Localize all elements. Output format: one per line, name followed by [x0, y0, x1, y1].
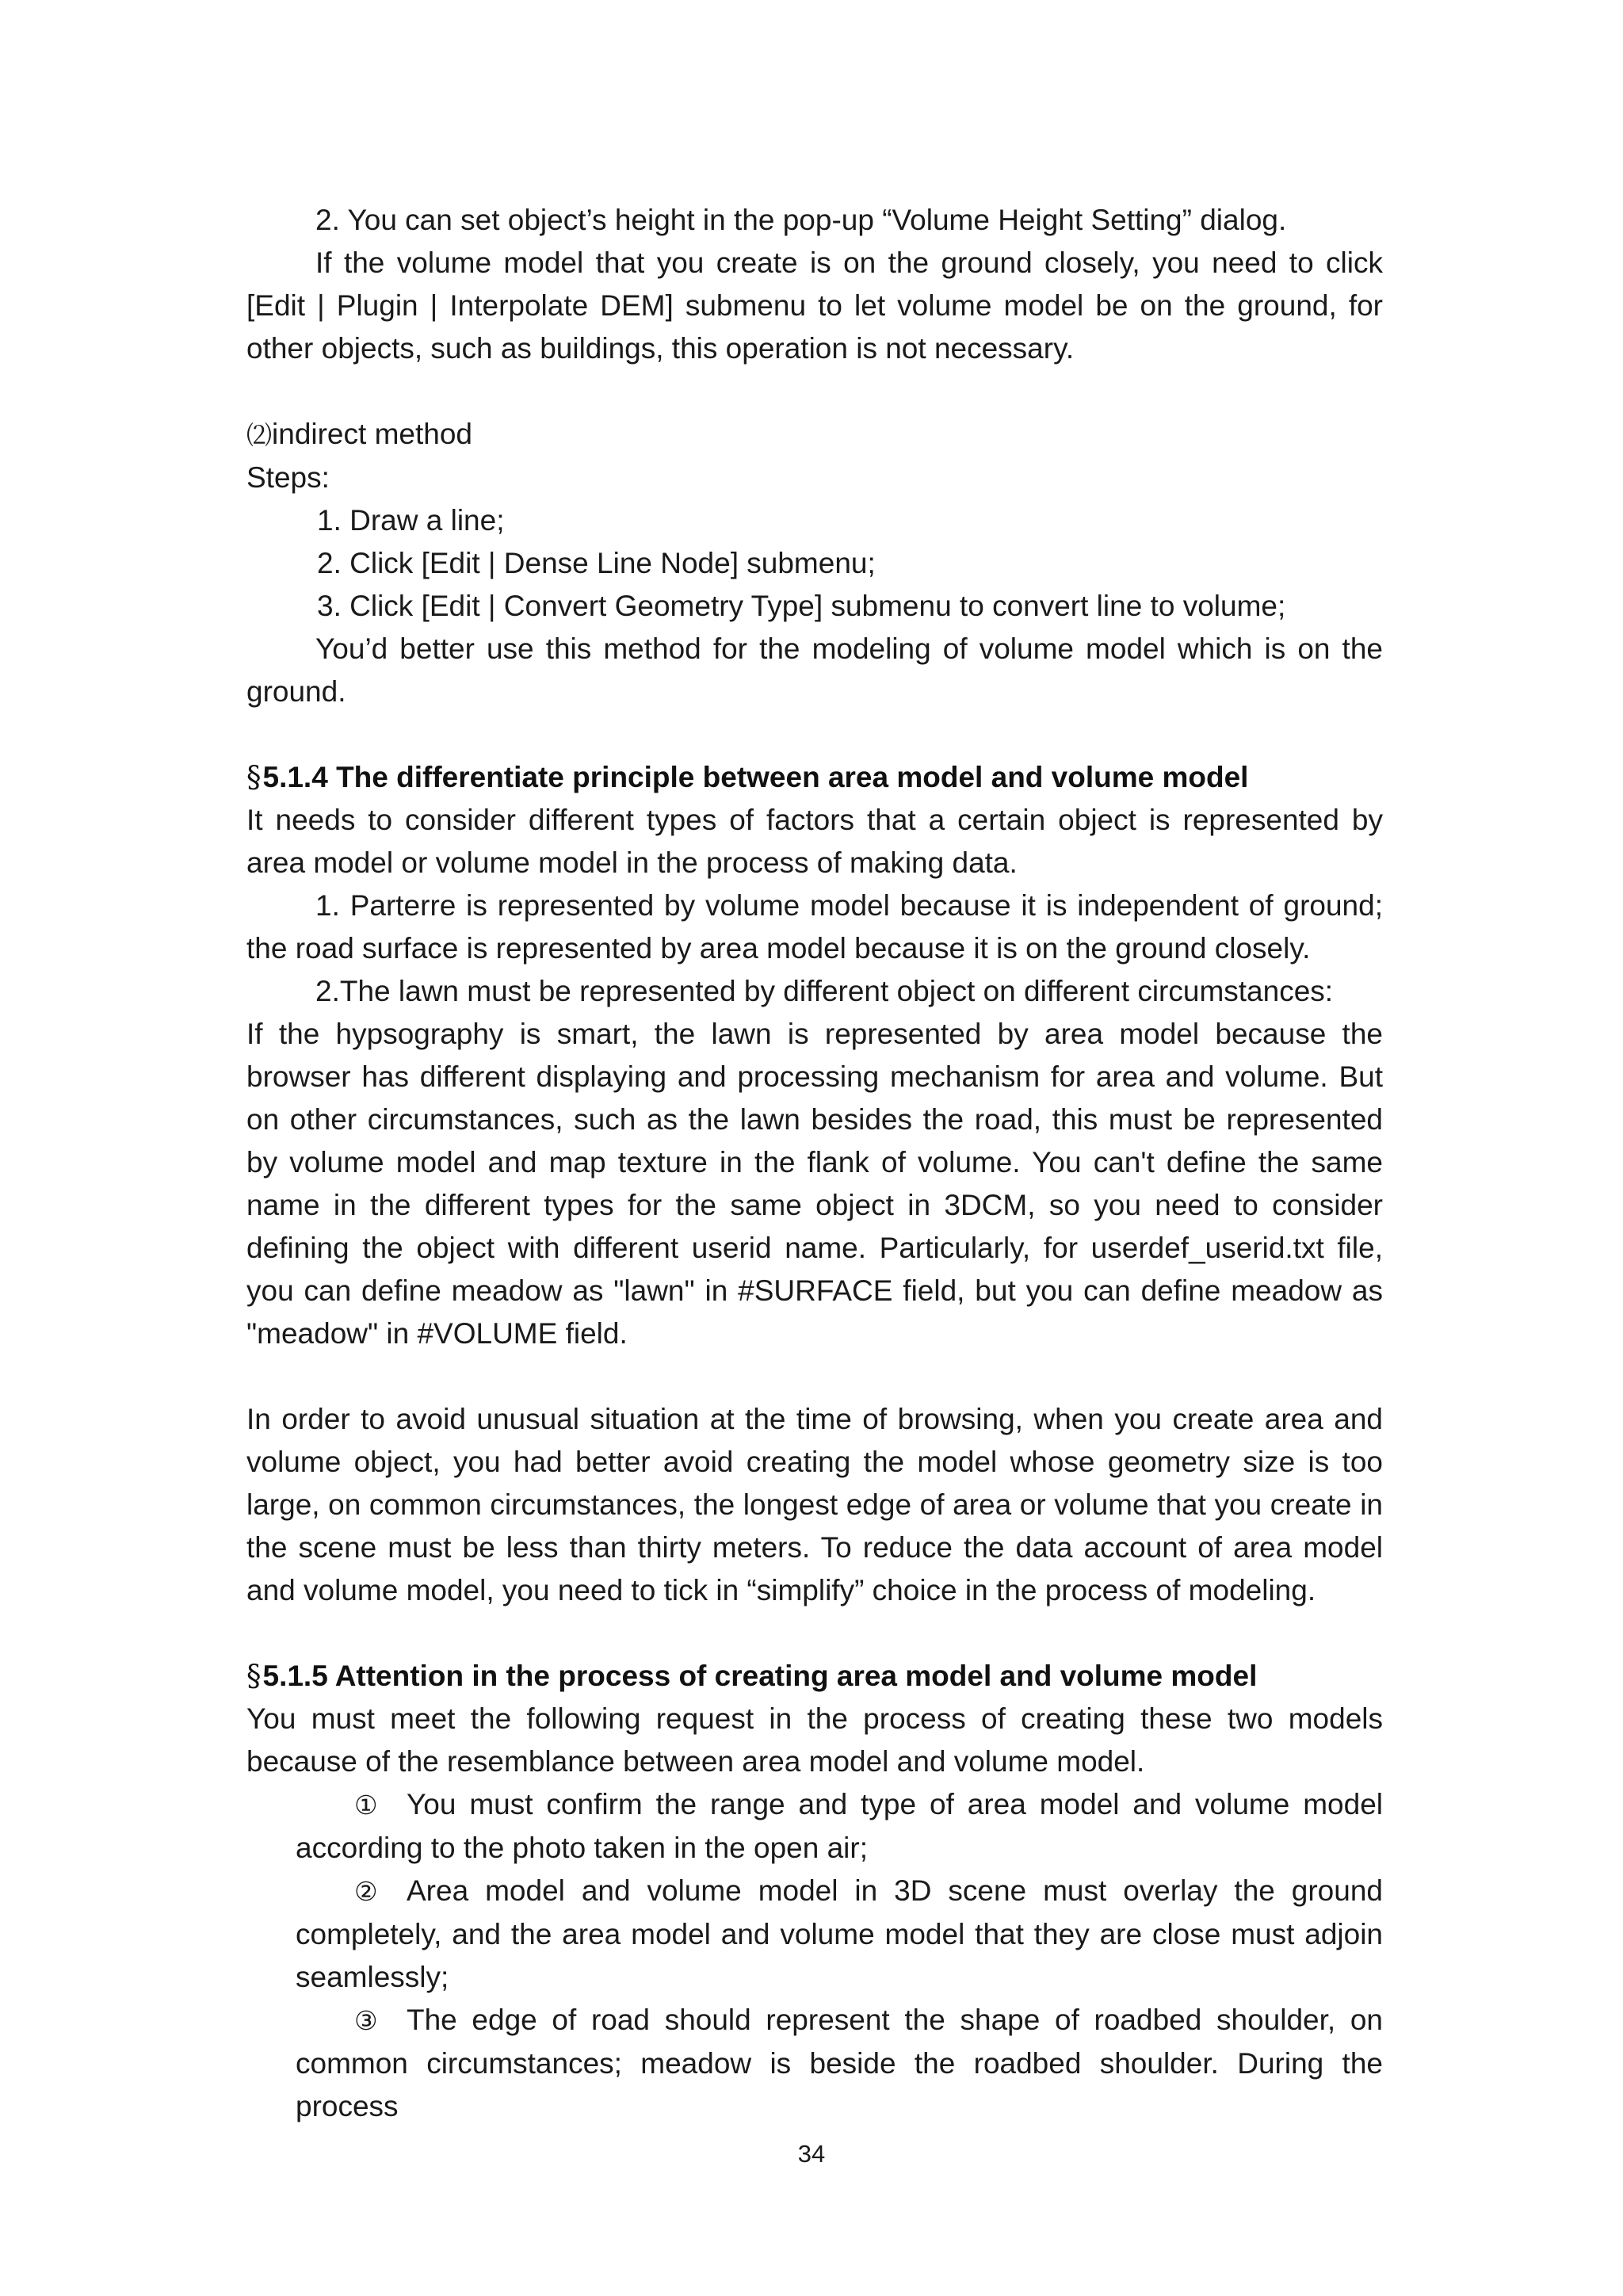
list-item-text: Area model and volume model in 3D scene must overlay the ground completely, and the area model and volume model that they are close must adjoin seamlessly;: [296, 1874, 1383, 1993]
section-heading-text: 5.1.5 Attention in the process of creating area model and volume model: [262, 1660, 1258, 1692]
list-marker: ⑵: [246, 420, 273, 450]
list-item: [246, 1999, 1383, 2128]
list-item: [246, 1870, 1383, 1999]
page-content: [246, 199, 1383, 2128]
paragraph-avoid-unusual: In order to avoid unusual situation at the time of browsing, when you create area and volume object, you had better avoid creating the model whose geometry size is too large, on common circumstances, the longest edge of area or volume that you create in the scene must be less than thirty meters. To reduce the data account of area model and volume model, you need to tick in “simplify” choice in the process of modeling.: [246, 1403, 1383, 1606]
paragraph-height-setting: 2. You can set object’s height in the pop-up “Volume Height Setting” dialog.: [315, 204, 1287, 236]
section-heading-text: 5.1.4 The differentiate principle between area model and volume model: [262, 761, 1249, 793]
paragraph-interpolate-dem: If the volume model that you create is on the ground closely, you need to click [Edit | Plugin | Interpolate DEM] submenu to let volume model be on the ground, for other objects, such as buildings, this operation is not necessary.: [246, 246, 1383, 365]
step-item: 1. Draw a line;: [317, 504, 505, 537]
page-number: 34: [797, 2140, 826, 2168]
list-item-text: The edge of road should represent the shape of roadbed shoulder, on common circumstances; meadow is beside the roadbed shoulder. During the process: [296, 2004, 1383, 2122]
section-symbol: §: [246, 1659, 262, 1693]
list-item: [246, 1783, 1383, 1870]
paragraph-parterre: 1. Parterre is represented by volume model because it is independent of ground; the road surface is represented by area model because it is on the ground closely.: [246, 889, 1383, 965]
list-marker: ①: [354, 1790, 378, 1820]
paragraph-requests: You must meet the following request in the process of creating these two models because of the resemblance between area model and volume model.: [246, 1702, 1383, 1778]
step-item: 3. Click [Edit | Convert Geometry Type] submenu to convert line to volume;: [317, 590, 1286, 622]
spacer: [246, 370, 1383, 413]
paragraph-factors: It needs to consider different types of factors that a certain object is represented by area model or volume model in the process of making data.: [246, 804, 1383, 879]
list-marker: ②: [354, 1876, 378, 1907]
list-marker: ③: [354, 2005, 378, 2036]
section-heading-514: [246, 756, 1383, 799]
list-item-text: You must confirm the range and type of area model and volume model according to the photo taken in the open air;: [296, 1788, 1383, 1864]
section-heading-515: [246, 1655, 1383, 1698]
spacer: [246, 1612, 1383, 1655]
paragraph-hypsography: If the hypsography is smart, the lawn is represented by area model because the browser has different displaying and processing mechanism for area and volume. But on other circumstances, such as the lawn besides the road, this must be represented by volume model and map texture in the flank of volume. You can't define the same name in the different types for the same object in 3DCM, so you need to consider defining the object with different userid name. Particularly, for userdef_userid.txt file, you can define meadow as "lawn" in #SURFACE field, but you can define meadow as "meadow" in #VOLUME field.: [246, 1018, 1383, 1350]
section-symbol: §: [246, 760, 262, 794]
subheading-indirect-method: [246, 413, 1383, 457]
paragraph-lawn: 2.The lawn must be represented by different object on different circumstances:: [315, 975, 1334, 1007]
step-item: 2. Click [Edit | Dense Line Node] submenu;: [317, 547, 876, 579]
steps-label: Steps:: [246, 461, 330, 494]
spacer: [246, 713, 1383, 756]
subheading-text: indirect method: [272, 418, 472, 450]
spacer: [246, 1355, 1383, 1398]
paragraph-method-advice: You’d better use this method for the modeling of volume model which is on the ground.: [246, 632, 1383, 708]
